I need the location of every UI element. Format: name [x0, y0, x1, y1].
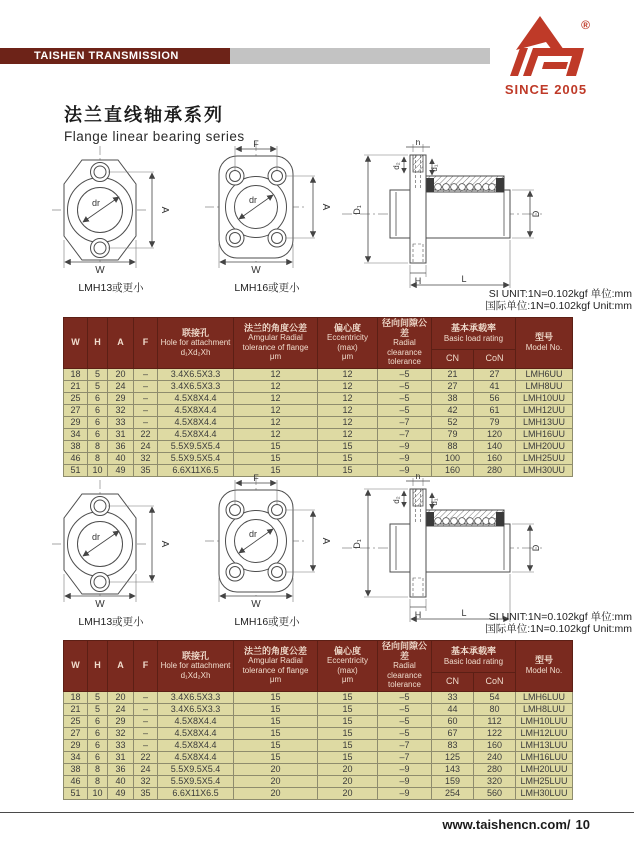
col-header-load: 基本承载率 Basic load rating — [432, 641, 516, 673]
table-cell: 35 — [134, 787, 158, 799]
table-cell: 34 — [64, 428, 88, 440]
table-row — [64, 715, 573, 727]
table-cell: 254 — [432, 787, 474, 799]
table-cell: LMH20LUU — [516, 763, 573, 775]
title-block — [64, 101, 245, 144]
table-cell: – — [134, 715, 158, 727]
table-cell: 24 — [108, 703, 134, 715]
table-cell: 5.5X9.5X5.4 — [158, 440, 234, 452]
table-row — [64, 763, 573, 775]
table-cell: 15 — [234, 751, 318, 763]
table-cell: – — [134, 404, 158, 416]
table-cell: 31 — [108, 428, 134, 440]
table-cell: 22 — [134, 428, 158, 440]
table-cell: 12 — [234, 404, 318, 416]
table-cell: 140 — [474, 440, 516, 452]
table-cell: 51 — [64, 787, 88, 799]
table-cell: 6 — [88, 751, 108, 763]
table-cell: 20 — [318, 775, 378, 787]
logo-since-text: SINCE 2005 — [504, 82, 588, 97]
dim-label-D1: D₁ — [352, 539, 362, 549]
registered-mark: ® — [581, 18, 590, 32]
table-cell: 33 — [432, 691, 474, 703]
table-cell: 88 — [432, 440, 474, 452]
dim-label-dr: dr — [92, 532, 101, 542]
table-cell: 5.5X9.5X5.4 — [158, 775, 234, 787]
table-cell: 15 — [234, 691, 318, 703]
col-header-cn: CN — [432, 673, 474, 691]
table-cell: 320 — [474, 775, 516, 787]
table-cell: LMH16LUU — [516, 751, 573, 763]
table-cell: 4.5X8X4.4 — [158, 404, 234, 416]
table-cell: 122 — [474, 727, 516, 739]
table-cell: 280 — [474, 464, 516, 476]
table-cell: LMH6LUU — [516, 691, 573, 703]
table-row — [64, 775, 573, 787]
table-row — [64, 380, 573, 392]
table-cell: 15 — [234, 452, 318, 464]
table-cell: 12 — [318, 416, 378, 428]
table-cell: 6.6X11X6.5 — [158, 787, 234, 799]
spec-table-lmh-uu — [63, 317, 573, 477]
figure-caption: LMH16或更小 — [234, 616, 300, 628]
col-header-model: 型号 Model No. — [516, 641, 573, 692]
table-cell: 5.5X9.5X5.4 — [158, 452, 234, 464]
table-cell: 15 — [318, 715, 378, 727]
table-cell: 25 — [64, 715, 88, 727]
table-cell: LMH16UU — [516, 428, 573, 440]
table-cell: 20 — [108, 368, 134, 380]
col-header-cn: CN — [432, 350, 474, 368]
table-cell: 6 — [88, 392, 108, 404]
col-header-con: CoN — [474, 673, 516, 691]
table-row — [64, 404, 573, 416]
table-cell: 6 — [88, 404, 108, 416]
dim-label-H: H — [414, 276, 422, 286]
figure-front-2hole-2 — [52, 474, 170, 629]
table-cell: 12 — [318, 428, 378, 440]
table-cell: 280 — [474, 763, 516, 775]
table-cell: 20 — [318, 763, 378, 775]
table-cell: 21 — [432, 368, 474, 380]
col-header-radial: 径向间隙公差 Radial clearance tolerance — [378, 641, 432, 692]
footer — [442, 817, 590, 832]
col-header-f: F — [134, 318, 158, 369]
dim-label-A: A — [320, 537, 331, 545]
dim-label-dr: dr — [92, 198, 101, 208]
table-cell: LMH30UU — [516, 464, 573, 476]
dim-label-W: W — [95, 599, 105, 608]
page-number: 10 — [575, 817, 590, 832]
table-cell: 32 — [108, 727, 134, 739]
table-cell: 5 — [88, 703, 108, 715]
table-cell: –5 — [378, 368, 432, 380]
table-cell: 20 — [234, 763, 318, 775]
table-cell: 120 — [474, 428, 516, 440]
table-cell: 25 — [64, 392, 88, 404]
table-cell: 6 — [88, 739, 108, 751]
dim-label-L: L — [461, 608, 467, 618]
table-cell: 3.4X6.5X3.3 — [158, 703, 234, 715]
table-cell: 12 — [318, 380, 378, 392]
brand-bar-gray — [230, 48, 490, 64]
table-cell: 15 — [234, 703, 318, 715]
table-cell: 61 — [474, 404, 516, 416]
col-header-con: CoN — [474, 350, 516, 368]
table-cell: –5 — [378, 404, 432, 416]
table-cell: LMH20UU — [516, 440, 573, 452]
table-cell: –5 — [378, 703, 432, 715]
table-cell: 4.5X8X4.4 — [158, 428, 234, 440]
table-cell: 40 — [108, 452, 134, 464]
table-cell: 44 — [432, 703, 474, 715]
col-header-h: H — [88, 641, 108, 692]
table-cell: –5 — [378, 380, 432, 392]
dim-label-W: W — [251, 599, 261, 608]
table-cell: 6.6X11X6.5 — [158, 464, 234, 476]
table-cell: 80 — [474, 703, 516, 715]
dim-label-h: h — [415, 140, 421, 147]
table-cell: 35 — [134, 464, 158, 476]
table-cell: –9 — [378, 464, 432, 476]
table-cell: 12 — [234, 428, 318, 440]
table-cell: 38 — [64, 763, 88, 775]
table-cell: 36 — [108, 440, 134, 452]
col-header-radial: 径向间隙公差 Radial clearance tolerance — [378, 318, 432, 369]
footer-divider — [0, 812, 634, 813]
si-unit-line1: SI UNIT:1N=0.102kgf 单位:mm — [488, 288, 632, 300]
col-header-eccentricity: 偏心度 Eccentricity (max) μm — [318, 318, 378, 369]
dim-label-D: D — [531, 544, 541, 552]
col-header-h: H — [88, 318, 108, 369]
table-cell: 8 — [88, 440, 108, 452]
table-cell: – — [134, 392, 158, 404]
table-cell: 51 — [64, 464, 88, 476]
table-cell: 21 — [64, 703, 88, 715]
table-cell: 15 — [234, 715, 318, 727]
dim-label-W: W — [95, 265, 105, 274]
dim-label-dr: dr — [249, 529, 258, 539]
table-cell: 38 — [432, 392, 474, 404]
table-cell: 40 — [108, 775, 134, 787]
table-cell: LMH13LUU — [516, 739, 573, 751]
dim-label-D: D — [531, 210, 541, 218]
table-cell: 15 — [318, 464, 378, 476]
table-cell: LMH10UU — [516, 392, 573, 404]
dim-label-d1: d₁ — [430, 164, 439, 172]
table-cell: 79 — [432, 428, 474, 440]
table-cell: 21 — [64, 380, 88, 392]
table-cell: 4.5X8X4.4 — [158, 392, 234, 404]
table-row — [64, 691, 573, 703]
col-header-w: W — [64, 641, 88, 692]
table-cell: 5 — [88, 368, 108, 380]
table-cell: 6 — [88, 428, 108, 440]
table-cell: LMH8LUU — [516, 703, 573, 715]
table-cell: LMH12LUU — [516, 727, 573, 739]
figure-side-view-2 — [336, 474, 548, 631]
col-header-angular: 法兰的角度公差 Amgular Radial tolerance of flange μm — [234, 641, 318, 692]
table-cell: 3.4X6.5X3.3 — [158, 380, 234, 392]
table-cell: – — [134, 380, 158, 392]
table-cell: –5 — [378, 691, 432, 703]
figure-front-2hole-1 — [52, 140, 170, 295]
table-cell: 4.5X8X4.4 — [158, 739, 234, 751]
table-cell: LMH12UU — [516, 404, 573, 416]
table-cell: 8 — [88, 763, 108, 775]
table-cell: 46 — [64, 775, 88, 787]
figure-front-4hole-1 — [203, 140, 331, 295]
table-cell: 3.4X6.5X3.3 — [158, 368, 234, 380]
table-row — [64, 739, 573, 751]
table-cell: 15 — [318, 727, 378, 739]
table-cell: 4.5X8X4.4 — [158, 727, 234, 739]
dim-label-L: L — [461, 274, 467, 284]
table-cell: –7 — [378, 751, 432, 763]
table-cell: 49 — [108, 787, 134, 799]
table-cell: 54 — [474, 691, 516, 703]
table-cell: 46 — [64, 452, 88, 464]
table-cell: –9 — [378, 787, 432, 799]
table-row — [64, 416, 573, 428]
table-cell: 12 — [234, 416, 318, 428]
brand-name: TAISHEN TRANSMISSION — [34, 50, 179, 62]
table-cell: 29 — [64, 739, 88, 751]
spec-table-lmh-luu — [63, 640, 573, 800]
table-cell: LMH10LUU — [516, 715, 573, 727]
table-cell: 67 — [432, 727, 474, 739]
table-cell: 32 — [134, 775, 158, 787]
table-cell: 5.5X9.5X5.4 — [158, 763, 234, 775]
table-cell: – — [134, 727, 158, 739]
table-cell: 12 — [234, 368, 318, 380]
col-header-a: A — [108, 641, 134, 692]
table-cell: 20 — [234, 775, 318, 787]
table-cell: LMH25LUU — [516, 775, 573, 787]
table-cell: LMH8UU — [516, 380, 573, 392]
si-unit-note-2 — [332, 611, 632, 635]
table-cell: –9 — [378, 775, 432, 787]
table-cell: –7 — [378, 428, 432, 440]
table-cell: 20 — [318, 787, 378, 799]
table-cell: 15 — [318, 703, 378, 715]
table-cell: –5 — [378, 727, 432, 739]
table-cell: LMH30LUU — [516, 787, 573, 799]
table-row — [64, 452, 573, 464]
table-cell: 36 — [108, 763, 134, 775]
table-cell: 12 — [318, 404, 378, 416]
table-cell: 83 — [432, 739, 474, 751]
col-header-a: A — [108, 318, 134, 369]
table-cell: 3.4X6.5X3.3 — [158, 691, 234, 703]
table-cell: – — [134, 368, 158, 380]
table-cell: 56 — [474, 392, 516, 404]
table-cell: 560 — [474, 787, 516, 799]
table-cell: 12 — [318, 368, 378, 380]
table-cell: 10 — [88, 787, 108, 799]
table-cell: 6 — [88, 416, 108, 428]
col-header-hole: 联接孔 Hole for attachment d₁Xd₂Xh — [158, 318, 234, 369]
dim-label-F: F — [253, 474, 259, 483]
table-cell: 38 — [64, 440, 88, 452]
table-cell: 32 — [108, 404, 134, 416]
table-cell: –7 — [378, 416, 432, 428]
dim-label-d2: d₂ — [392, 496, 401, 504]
dim-label-dr: dr — [249, 195, 258, 205]
table-cell: 32 — [134, 452, 158, 464]
table-cell: – — [134, 739, 158, 751]
table-row — [64, 751, 573, 763]
dim-label-D1: D₁ — [352, 205, 362, 215]
table-cell: 20 — [108, 691, 134, 703]
col-header-angular: 法兰的角度公差 Amgular Radial tolerance of flange μm — [234, 318, 318, 369]
table-cell: 24 — [134, 440, 158, 452]
table-cell: –9 — [378, 763, 432, 775]
table-cell: 79 — [474, 416, 516, 428]
table-cell: 15 — [318, 751, 378, 763]
table-cell: 33 — [108, 416, 134, 428]
table-cell: 41 — [474, 380, 516, 392]
table-cell: 18 — [64, 691, 88, 703]
table-cell: 8 — [88, 452, 108, 464]
figure-caption: LMH13或更小 — [78, 616, 144, 628]
table-cell: 42 — [432, 404, 474, 416]
table-row — [64, 703, 573, 715]
table-cell: 34 — [64, 751, 88, 763]
table-cell: LMH6UU — [516, 368, 573, 380]
company-logo — [496, 8, 596, 100]
table-cell: 6 — [88, 715, 108, 727]
page-title-cn: 法兰直线轴承系列 — [64, 105, 224, 125]
table-cell: –5 — [378, 715, 432, 727]
table-row — [64, 727, 573, 739]
figure-caption: LMH13或更小 — [78, 282, 144, 294]
table-cell: –5 — [378, 392, 432, 404]
table-cell: 27 — [64, 404, 88, 416]
table-cell: 5 — [88, 380, 108, 392]
table-cell: – — [134, 703, 158, 715]
col-header-f: F — [134, 641, 158, 692]
table-cell: 10 — [88, 464, 108, 476]
table-cell: 20 — [234, 787, 318, 799]
table-cell: 12 — [318, 392, 378, 404]
si-unit-line2: 国际单位:1N=0.102kgf Unit:mm — [485, 300, 632, 312]
table-row — [64, 787, 573, 799]
col-header-hole: 联接孔 Hole for attachment d₁Xd₂Xh — [158, 641, 234, 692]
table-cell: 160 — [432, 464, 474, 476]
table-cell: 240 — [474, 751, 516, 763]
table-cell: LMH25UU — [516, 452, 573, 464]
table-cell: 24 — [134, 763, 158, 775]
dim-label-h: h — [415, 474, 421, 481]
figure-caption: LMH16或更小 — [234, 282, 300, 294]
table-cell: 112 — [474, 715, 516, 727]
table-cell: 15 — [234, 739, 318, 751]
table-cell: 160 — [474, 739, 516, 751]
table-cell: 15 — [234, 727, 318, 739]
si-unit-note-1 — [332, 288, 632, 312]
dim-label-W: W — [251, 265, 261, 274]
table-cell: 15 — [318, 739, 378, 751]
table-cell: 160 — [474, 452, 516, 464]
table-row — [64, 392, 573, 404]
table-cell: 125 — [432, 751, 474, 763]
col-header-load: 基本承载率 Basic load rating — [432, 318, 516, 350]
dim-label-A: A — [159, 540, 170, 548]
table-cell: –7 — [378, 739, 432, 751]
dim-label-d1: d₁ — [430, 498, 439, 506]
table-cell: 27 — [432, 380, 474, 392]
dim-label-H: H — [414, 610, 422, 620]
table-cell: 12 — [234, 392, 318, 404]
table-cell: 6 — [88, 727, 108, 739]
dim-label-A: A — [159, 206, 170, 214]
table-cell: 100 — [432, 452, 474, 464]
table-cell: 60 — [432, 715, 474, 727]
dim-label-A: A — [320, 203, 331, 211]
col-header-eccentricity: 偏心度 Eccentricity (max) μm — [318, 641, 378, 692]
table-cell: 5 — [88, 691, 108, 703]
table-cell: 15 — [318, 440, 378, 452]
table-cell: 27 — [64, 727, 88, 739]
table-cell: 29 — [108, 392, 134, 404]
table-cell: 15 — [234, 464, 318, 476]
table-cell: 33 — [108, 739, 134, 751]
table-cell: 159 — [432, 775, 474, 787]
table-cell: 18 — [64, 368, 88, 380]
figure-front-4hole-2 — [203, 474, 331, 629]
table-cell: 31 — [108, 751, 134, 763]
table-cell: 4.5X8X4.4 — [158, 416, 234, 428]
table-cell: – — [134, 691, 158, 703]
table-cell: 15 — [318, 452, 378, 464]
table-cell: 22 — [134, 751, 158, 763]
table-cell: 52 — [432, 416, 474, 428]
dim-label-d2: d₂ — [392, 162, 401, 170]
table-cell: 143 — [432, 763, 474, 775]
table-cell: 8 — [88, 775, 108, 787]
si-unit-line2: 国际单位:1N=0.102kgf Unit:mm — [485, 623, 632, 635]
footer-url: www.taishencn.com/ — [442, 817, 571, 832]
table-cell: 27 — [474, 368, 516, 380]
table-cell: LMH13UU — [516, 416, 573, 428]
table-cell: – — [134, 416, 158, 428]
table-cell: 29 — [108, 715, 134, 727]
brand-bar — [0, 48, 490, 64]
table-cell: 4.5X8X4.4 — [158, 715, 234, 727]
table-row — [64, 368, 573, 380]
table-cell: 49 — [108, 464, 134, 476]
si-unit-line1: SI UNIT:1N=0.102kgf 单位:mm — [488, 611, 632, 623]
table-row — [64, 440, 573, 452]
table-row — [64, 428, 573, 440]
table-cell: 12 — [234, 380, 318, 392]
table-cell: 15 — [318, 691, 378, 703]
dim-label-F: F — [253, 140, 259, 149]
brand-bar-red — [0, 48, 230, 64]
table-cell: 24 — [108, 380, 134, 392]
col-header-model: 型号 Model No. — [516, 318, 573, 369]
table-cell: –9 — [378, 452, 432, 464]
figure-side-view-1 — [336, 140, 548, 297]
table-cell: 4.5X8X4.4 — [158, 751, 234, 763]
col-header-w: W — [64, 318, 88, 369]
table-cell: –9 — [378, 440, 432, 452]
table-cell: 29 — [64, 416, 88, 428]
table-cell: 15 — [234, 440, 318, 452]
page-title-en: Flange linear bearing series — [64, 129, 245, 144]
